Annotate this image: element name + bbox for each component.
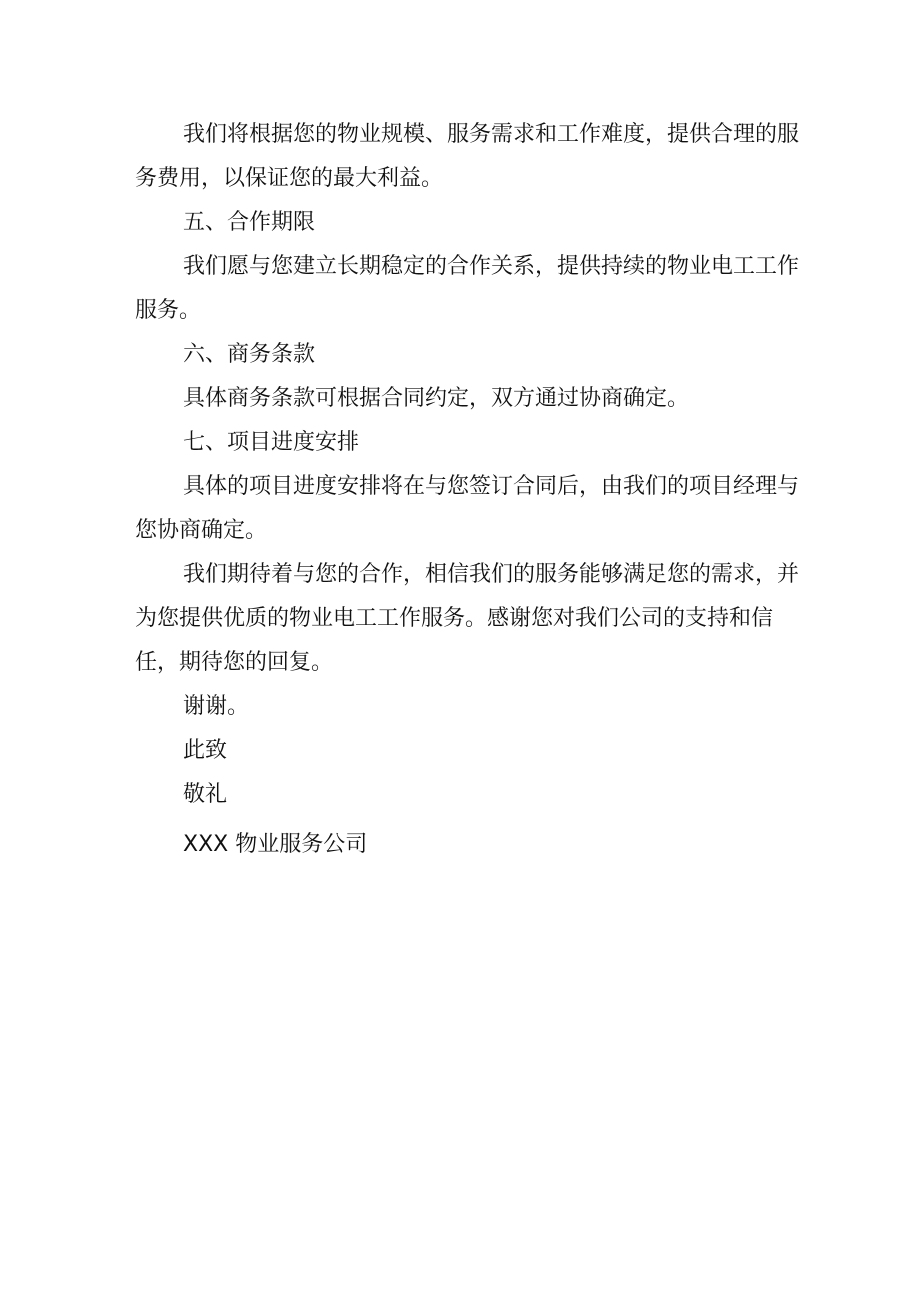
thanks-line: 谢谢。: [183, 694, 250, 719]
salutation-line-2: 敬礼: [183, 782, 228, 807]
fee-paragraph: 我们将根据您的物业规模、服务需求和工作难度，提供合理的服务费用，以保证您的最大利益。: [135, 122, 800, 191]
salutation-line-1: 此致: [183, 738, 228, 763]
closing-paragraph: 我们期待着与您的合作，相信我们的服务能够满足您的需求，并为您提供优质的物业电工工作服务。感谢您对我们公司的支持和信任，期待您的回复。: [135, 562, 800, 675]
business-terms-paragraph: 具体商务条款可根据合同约定，双方通过协商确定。: [183, 386, 690, 411]
document-body: [135, 113, 803, 867]
company-signature: XXX 物业服务公司: [183, 832, 368, 857]
schedule-paragraph: 具体的项目进度安排将在与您签订合同后，由我们的项目经理与您协商确定。: [135, 474, 800, 543]
section-heading-business-terms: 六、商务条款: [183, 342, 316, 367]
cooperation-term-paragraph: 我们愿与您建立长期稳定的合作关系，提供持续的物业电工工作服务。: [135, 254, 800, 323]
section-heading-cooperation-term: 五、合作期限: [183, 210, 316, 235]
section-heading-schedule: 七、项目进度安排: [183, 430, 360, 455]
